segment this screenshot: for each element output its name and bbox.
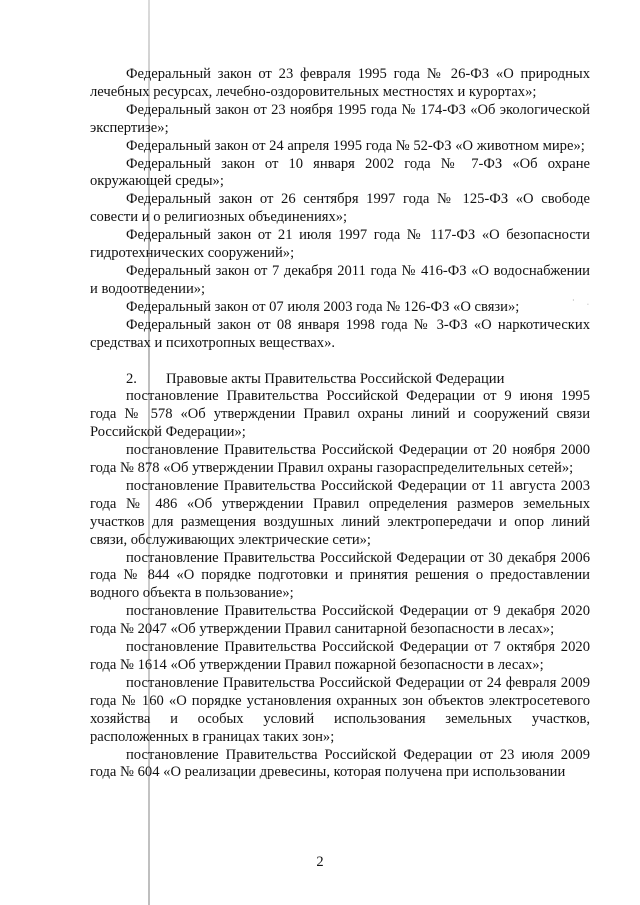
government-act-item: постановление Правительства Российской Федерации от 11 августа 2003 года № 486 «Об утверждении Правил определения размеров земельных участков для размещения воздушных линий электропередачи и опор линий связи, обслуживающих электрические сети»; xyxy=(90,477,590,548)
government-act-item: постановление Правительства Российской Федерации от 30 декабря 2006 года № 844 «О порядке подготовки и принятия решения о предоставлении водного объекта в пользование»; xyxy=(90,549,590,602)
law-item: Федеральный закон от 10 января 2002 года № 7-ФЗ «Об охране окружающей среды»; xyxy=(90,155,590,190)
law-item: Федеральный закон от 08 января 1998 года № 3-ФЗ «О наркотических средствах и психотропных веществах». xyxy=(90,316,590,351)
law-item: Федеральный закон от 23 ноября 1995 года № 174-ФЗ «Об экологической экспертизе»; xyxy=(90,101,590,136)
government-act-item: постановление Правительства Российской Федерации от 20 ноября 2000 года № 878 «Об утверждении Правил охраны газораспределительных сетей»; xyxy=(90,442,590,477)
law-item: Федеральный закон от 26 сентября 1997 года № 125-ФЗ «О свободе совести и о религиозных объединениях»; xyxy=(90,191,590,226)
law-item: Федеральный закон от 7 декабря 2011 года № 416-ФЗ «О водоснабжении и водоотведении»; xyxy=(90,262,590,297)
section-title: Правовые акты Правительства Российской Федерации xyxy=(166,370,505,387)
section-number: 2. xyxy=(126,370,137,387)
scan-speck: · ˌ xyxy=(572,296,595,305)
government-act-item: постановление Правительства Российской Федерации от 9 июня 1995 года № 578 «Об утверждении Правил охраны линий и сооружений связи Российской Федерации»; xyxy=(90,388,590,441)
law-item: Федеральный закон от 24 апреля 1995 года № 52-ФЗ «О животном мире»; xyxy=(126,137,585,154)
law-item: Федеральный закон от 21 июля 1997 года № 117-ФЗ «О безопасности гидротехнических сооружений»; xyxy=(90,227,590,262)
government-act-item: постановление Правительства Российской Федерации от 24 февраля 2009 года № 160 «О порядке установления охранных зон объектов электросетевого хозяйства и особых условий использования земельных участков, расположенных в границах таких зон»; xyxy=(90,674,590,745)
law-item: Федеральный закон от 07 июля 2003 года № 126-ФЗ «О связи»; xyxy=(126,298,520,315)
law-item: Федеральный закон от 23 февраля 1995 года № 26-ФЗ «О природных лечебных ресурсах, лечебно-оздоровительных местностях и курортах»; xyxy=(90,66,590,100)
government-act-item: постановление Правительства Российской Федерации от 9 декабря 2020 года № 2047 «Об утверждении Правил санитарной безопасности в лесах»; xyxy=(90,603,590,638)
government-act-item: постановление Правительства Российской Федерации от 23 июля 2009 года № 604 «О реализации древесины, которая получена при использовании xyxy=(90,746,590,781)
document-body xyxy=(90,66,590,782)
government-act-item: постановление Правительства Российской Федерации от 7 октября 2020 года № 1614 «Об утверждении Правил пожарной безопасности в лесах»; xyxy=(90,639,590,673)
section-heading xyxy=(90,371,590,389)
page-number: 2 xyxy=(316,854,324,870)
